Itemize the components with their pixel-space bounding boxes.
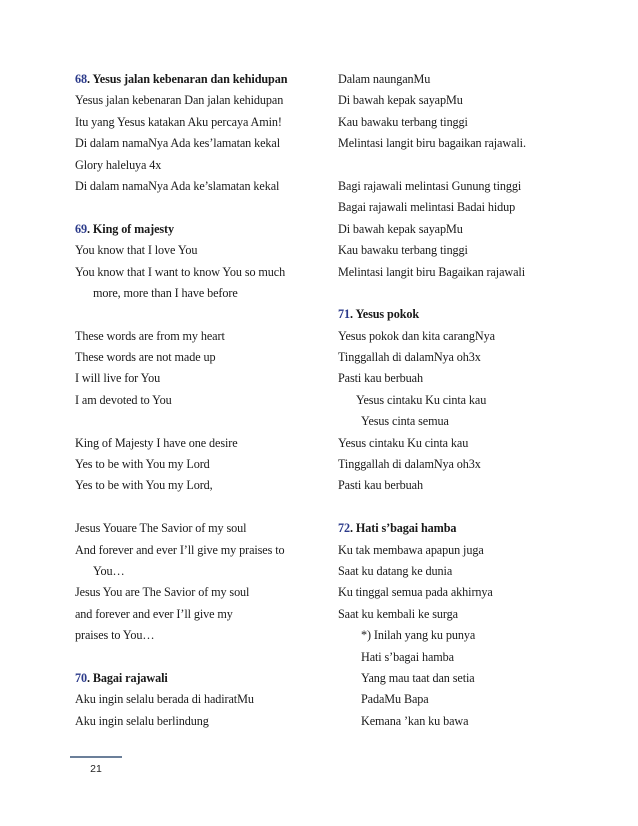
lyric-line: Bagai rajawali melintasi Badai hidup bbox=[338, 200, 516, 215]
lyric-line: Ku tak membawa apapun juga bbox=[338, 542, 484, 557]
lyric-line: You know that I want to know You so much bbox=[75, 264, 286, 279]
lyric-line: Bagi rajawali melintasi Gunung tinggi bbox=[338, 178, 522, 193]
blank-line bbox=[338, 283, 618, 304]
song-number: 68 bbox=[75, 72, 87, 86]
lyric-line: Ku tinggal semua pada akhirnya bbox=[338, 585, 493, 600]
song-number-separator: . bbox=[87, 670, 93, 685]
lyric-line: Hati s’bagai hamba bbox=[361, 649, 454, 664]
blank-line bbox=[75, 197, 325, 218]
song-title: Yesus jalan kebenaran dan kehidupan bbox=[92, 72, 288, 86]
blank-line bbox=[75, 304, 325, 325]
song-number-separator: . bbox=[87, 72, 93, 86]
lyric-line: These words are from my heart bbox=[75, 328, 225, 343]
lyric-line: more, more than I have before bbox=[93, 285, 238, 300]
song-title: Yesus pokok bbox=[355, 307, 420, 322]
song-heading bbox=[75, 219, 325, 240]
song-number-separator: . bbox=[350, 521, 356, 536]
lyric-line: Dalam naunganMu bbox=[338, 72, 431, 86]
lyric-line: Kau bawaku terbang tinggi bbox=[338, 243, 468, 258]
lyric-line: Pasti kau berbuah bbox=[338, 371, 423, 386]
song-number: 69 bbox=[75, 221, 87, 236]
lyric-line: Yes to be with You my Lord, bbox=[75, 478, 213, 493]
lyric-line: I am devoted to You bbox=[75, 392, 172, 407]
lyric-line: You know that I love You bbox=[75, 243, 198, 258]
lyric-line: praises to You… bbox=[75, 628, 155, 643]
lyric-line: *) Inilah yang ku punya bbox=[361, 628, 476, 643]
lyric-line: Kau bawaku terbang tinggi bbox=[338, 114, 468, 129]
song-number-separator: . bbox=[87, 221, 93, 236]
lyric-line: Aku ingin selalu berada di hadiratMu bbox=[75, 692, 254, 707]
blank-line bbox=[75, 497, 325, 518]
lyric-line: Melintasi langit biru bagaikan rajawali. bbox=[338, 136, 526, 151]
lyric-line: These words are not made up bbox=[75, 350, 216, 365]
right-column bbox=[338, 69, 618, 732]
song-title: King of majesty bbox=[92, 221, 174, 236]
song-number: 71 bbox=[338, 307, 350, 322]
lyric-line: Itu yang Yesus katakan Aku percaya Amin! bbox=[75, 114, 282, 129]
blank-line bbox=[75, 647, 325, 668]
lyric-line: Yesus jalan kebenaran Dan jalan kehidupan bbox=[75, 93, 284, 108]
lyric-line: Di dalam namaNya Ada ke’slamatan kekal bbox=[75, 178, 280, 193]
song-title: Bagai rajawali bbox=[92, 670, 168, 685]
page-number: 21 bbox=[90, 763, 102, 775]
lyric-line: Yes to be with You my Lord bbox=[75, 457, 210, 472]
lyric-line: Jesus Youare The Savior of my soul bbox=[75, 521, 247, 536]
lyric-line: Jesus You are The Savior of my soul bbox=[75, 585, 250, 600]
lyric-line: You… bbox=[93, 563, 125, 578]
lyric-line: Di dalam namaNya Ada kes’lamatan kekal bbox=[75, 136, 280, 151]
footer-rule bbox=[70, 756, 122, 758]
lyric-line: Yesus pokok dan kita carangNya bbox=[338, 328, 495, 343]
lyric-line: Yang mau taat dan setia bbox=[361, 670, 475, 685]
left-column bbox=[75, 69, 325, 732]
song-title: Hati s’bagai hamba bbox=[355, 521, 457, 536]
lyric-line: And forever and ever I’ll give my praises to bbox=[75, 542, 285, 557]
song-number: 72 bbox=[338, 521, 350, 536]
lyric-line: Yesus cintaku Ku cinta kau bbox=[356, 392, 487, 407]
song-number: 70 bbox=[75, 670, 87, 685]
lyric-line: I will live for You bbox=[75, 371, 161, 386]
lyric-line: Tinggallah di dalamNya oh3x bbox=[338, 457, 481, 472]
blank-line bbox=[75, 411, 325, 432]
lyric-line: Melintasi langit biru Bagaikan rajawali bbox=[338, 264, 525, 279]
song-heading bbox=[338, 304, 618, 325]
lyric-line: Tinggallah di dalamNya oh3x bbox=[338, 350, 481, 365]
lyric-line: Yesus cinta semua bbox=[361, 414, 449, 429]
lyric-line: Kemana ’kan ku bawa bbox=[361, 713, 469, 728]
lyric-line: Yesus cintaku Ku cinta kau bbox=[338, 435, 469, 450]
lyric-line: and forever and ever I’ll give my bbox=[75, 606, 233, 621]
lyric-line: PadaMu Bapa bbox=[361, 692, 429, 707]
blank-line bbox=[338, 155, 618, 176]
lyric-line: Pasti kau berbuah bbox=[338, 478, 423, 493]
lyric-line: Saat ku kembali ke surga bbox=[338, 606, 458, 621]
song-heading bbox=[338, 518, 618, 539]
lyric-line: Glory haleluya 4x bbox=[75, 157, 162, 172]
lyric-line: Saat ku datang ke dunia bbox=[338, 563, 453, 578]
lyric-line: Di bawah kepak sayapMu bbox=[338, 93, 463, 108]
lyric-line: Di bawah kepak sayapMu bbox=[338, 221, 463, 236]
song-heading bbox=[75, 668, 325, 689]
lyric-line: Aku ingin selalu berlindung bbox=[75, 713, 209, 728]
song-heading bbox=[75, 69, 325, 90]
song-number-separator: . bbox=[350, 307, 356, 322]
lyric-line: King of Majesty I have one desire bbox=[75, 435, 238, 450]
blank-line bbox=[338, 497, 618, 518]
